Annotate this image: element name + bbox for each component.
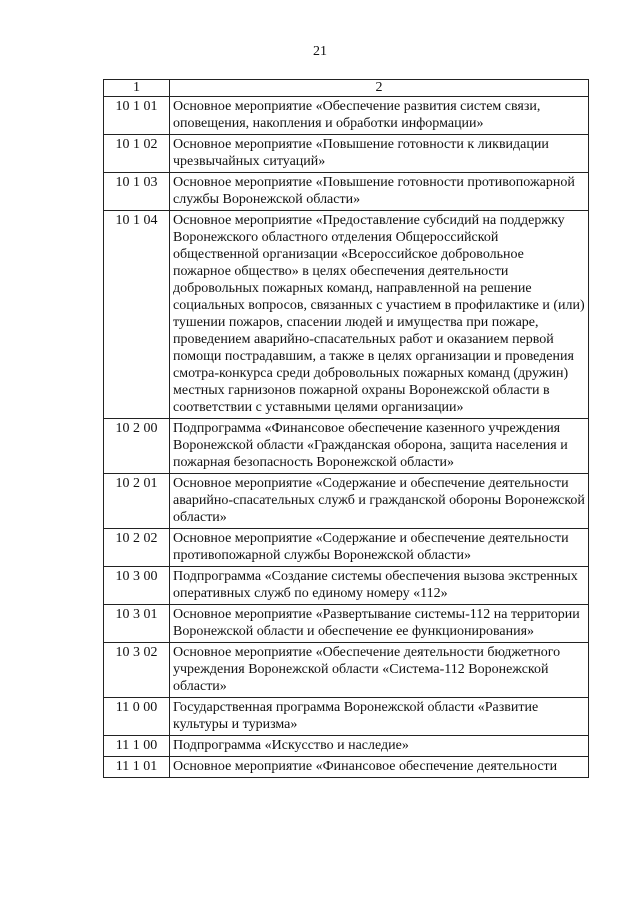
row-description: Основное мероприятие «Обеспечение деятельности бюджетного учреждения Воронежской области «Система-112 Воронежской области»: [170, 643, 589, 698]
table-row: [104, 97, 589, 135]
row-description: Государственная программа Воронежской области «Развитие культуры и туризма»: [170, 698, 589, 736]
row-code: 10 3 00: [104, 567, 170, 605]
row-description: Основное мероприятие «Содержание и обеспечение деятельности противопожарной службы Воронежской области»: [170, 529, 589, 567]
row-code: 10 2 01: [104, 474, 170, 529]
row-description: Основное мероприятие «Повышение готовности к ликвидации чрезвычайных ситуаций»: [170, 135, 589, 173]
table-row: [104, 173, 589, 211]
table-row: [104, 419, 589, 474]
table-header-row: [104, 80, 589, 97]
row-description: Основное мероприятие «Предоставление субсидий на поддержку Воронежского областного отделения Общероссийской общественной организации «Всероссийское добровольное пожарное общество» в целях обеспечения деятельности добровольных пожарных команд, направленной на решение социальных вопросов, связанных с участием в профилактике и (или) тушении пожаров, спасении людей и имущества при пожаре, проведением аварийно-спасательных работ и оказанием первой помощи пострадавшим, а также в целях организации и проведения смотра-конкурса среди добровольных пожарных команд (дружин) местных гарнизонов пожарной охраны Воронежской области в соответствии с уставными целями организации»: [170, 211, 589, 419]
row-description: Основное мероприятие «Финансовое обеспечение деятельности: [170, 757, 589, 778]
table-row: [104, 474, 589, 529]
row-code: 11 1 01: [104, 757, 170, 778]
row-code: 11 0 00: [104, 698, 170, 736]
row-description: Основное мероприятие «Развертывание системы-112 на территории Воронежской области и обеспечение ее функционирования»: [170, 605, 589, 643]
row-code: 10 2 02: [104, 529, 170, 567]
row-code: 10 3 02: [104, 643, 170, 698]
page-number: 21: [313, 44, 327, 59]
row-code: 11 1 00: [104, 736, 170, 757]
budget-code-table: [103, 79, 589, 778]
row-description: Подпрограмма «Финансовое обеспечение казенного учреждения Воронежской области «Гражданская оборона, защита населения и пожарная безопасность Воронежской области»: [170, 419, 589, 474]
table-row: [104, 736, 589, 757]
row-code: 10 1 01: [104, 97, 170, 135]
row-code: 10 3 01: [104, 605, 170, 643]
table-row: [104, 605, 589, 643]
table-row: [104, 643, 589, 698]
row-code: 10 1 04: [104, 211, 170, 419]
row-description: Основное мероприятие «Повышение готовности противопожарной службы Воронежской области»: [170, 173, 589, 211]
table-row: [104, 211, 589, 419]
row-description: Основное мероприятие «Содержание и обеспечение деятельности аварийно-спасательных служб и гражданской обороны Воронежской области»: [170, 474, 589, 529]
row-description: Подпрограмма «Искусство и наследие»: [170, 736, 589, 757]
column-header-1: 1: [104, 80, 170, 97]
row-code: 10 1 02: [104, 135, 170, 173]
row-description: Подпрограмма «Создание системы обеспечения вызова экстренных оперативных служб по единому номеру «112»: [170, 567, 589, 605]
column-header-2: 2: [170, 80, 589, 97]
table-row: [104, 567, 589, 605]
table-row: [104, 757, 589, 778]
table-row: [104, 698, 589, 736]
row-code: 10 1 03: [104, 173, 170, 211]
row-description: Основное мероприятие «Обеспечение развития систем связи, оповещения, накопления и обработки информации»: [170, 97, 589, 135]
row-code: 10 2 00: [104, 419, 170, 474]
table-row: [104, 529, 589, 567]
table-row: [104, 135, 589, 173]
